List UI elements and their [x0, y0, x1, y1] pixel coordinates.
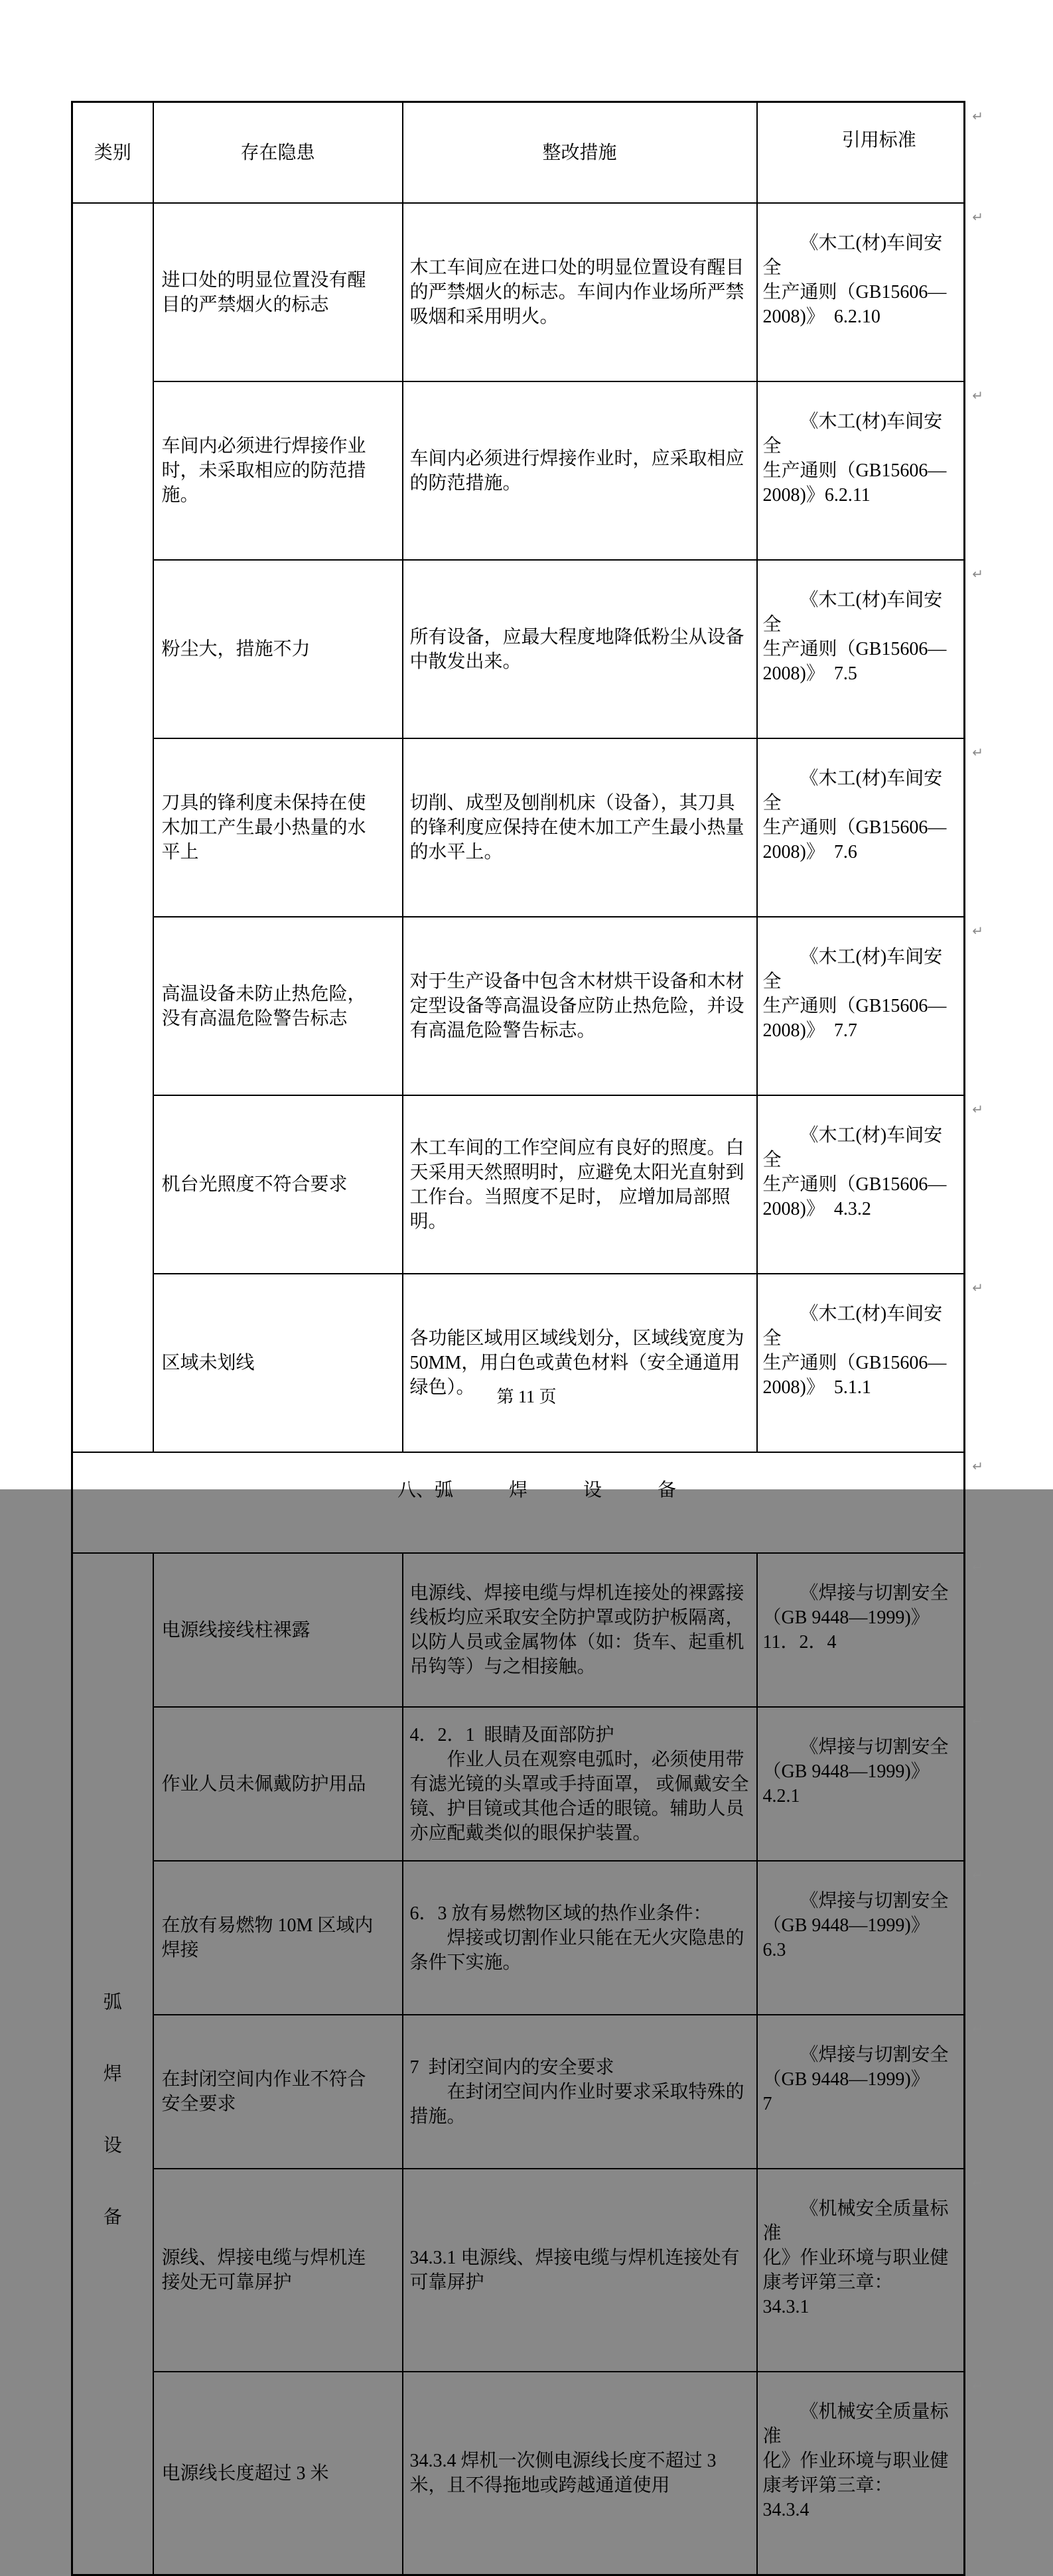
- standard-text: 《焊接与切割安全 （GB 9448—1999)》 11．2．4: [762, 1583, 949, 1653]
- header-measure-label: 整改措施: [542, 142, 617, 163]
- standard-cell: [757, 2015, 983, 2169]
- hazard-text: 高温设备未防止热危险，没有高温危险警告标志: [161, 983, 366, 1029]
- standard-text: 《机械安全质量标准 化》作业环境与职业健 康考评第三章： 34.3.4: [762, 2402, 949, 2520]
- measure-cell: [403, 203, 757, 381]
- hazard-cell: [153, 1274, 403, 1452]
- table-row: [72, 2169, 965, 2372]
- standard-cell: [757, 738, 983, 917]
- measure-cell: [403, 738, 757, 917]
- standard-cell: [757, 917, 983, 1095]
- header-hazard-label: 存在隐患: [240, 142, 315, 163]
- paragraph-mark-icon: ↵: [972, 209, 983, 225]
- hazard-cell: [153, 1095, 403, 1274]
- paragraph-mark-icon: ↵: [972, 1458, 983, 1474]
- header-measure: [403, 102, 757, 204]
- table-row: [72, 2372, 965, 2575]
- paragraph-mark-icon: ↵: [972, 1101, 983, 1117]
- hazard-text: 电源线接线柱裸露: [161, 1619, 311, 1641]
- measure-text: 6．3 放有易燃物区域的热作业条件： 焊接或切割作业只能在无火灾隐患的条件下实施。: [409, 1903, 744, 1973]
- hazard-cell: [153, 1707, 403, 1861]
- standard-cell: [757, 2372, 983, 2575]
- paragraph-mark-icon: ↵: [972, 566, 983, 582]
- measure-cell: [403, 2372, 757, 2575]
- table-row: [72, 1707, 965, 1861]
- table-row: [72, 1861, 965, 2015]
- hazard-text: 电源线长度超过 3 米: [161, 2463, 329, 2484]
- table-header-row: [72, 102, 965, 204]
- measure-text: 电源线、焊接电缆与焊机连接处的裸露接线板均应采取安全防护罩或防护板隔离，以防人员或金属物体（如：货车、起重机吊钩等）与之相接触。: [409, 1583, 744, 1677]
- paragraph-mark-icon: ↵: [972, 1559, 983, 1575]
- hazard-text: 粉尘大，措施不力: [161, 639, 311, 659]
- paragraph-mark-icon: ↵: [972, 2175, 983, 2191]
- paragraph-mark-icon: ↵: [972, 2021, 983, 2037]
- paragraph-mark-icon: ↵: [972, 2378, 983, 2394]
- measure-cell: [403, 1274, 757, 1452]
- measure-text: 34.3.1 电源线、焊接电缆与焊机连接处有可靠屏护: [409, 2248, 740, 2293]
- measure-cell: [403, 1095, 757, 1274]
- standard-text: 《木工(材)车间安全 生产通则（GB15606— 2008)》 7.5: [762, 590, 947, 684]
- measure-cell: [403, 2169, 757, 2372]
- hazard-cell: [153, 2015, 403, 2169]
- standard-text: 《木工(材)车间安全 生产通则（GB15606— 2008)》 5.1.1: [762, 1304, 947, 1398]
- measure-text: 各功能区域用区域线划分，区域线宽度为50MM，用白色或黄色材料（安全通道用绿色）。: [409, 1328, 744, 1398]
- section-header-row: [72, 1452, 965, 1553]
- category-char: 焊: [103, 2064, 122, 2084]
- table-row: [72, 1553, 965, 1707]
- paragraph-mark-icon: ↵: [972, 923, 983, 939]
- hazard-text: 在封闭空间内作业不符合安全要求: [161, 2069, 366, 2114]
- hazard-cell: [153, 1553, 403, 1707]
- standard-cell: [757, 1274, 983, 1452]
- standard-text: 《木工(材)车间安全 生产通则（GB15606— 2008)》 7.7: [762, 947, 947, 1041]
- standard-cell: [757, 381, 983, 560]
- header-hazard: [153, 102, 403, 204]
- category-cell: [72, 1553, 153, 2575]
- measure-cell: [403, 560, 757, 738]
- hazard-text: 作业人员未佩戴防护用品: [161, 1773, 366, 1795]
- hazard-cell: [153, 203, 403, 381]
- category-vertical-label: [74, 1901, 152, 2227]
- category-char: 弧: [103, 1992, 122, 2013]
- paragraph-mark-icon: ↵: [972, 744, 983, 760]
- table-row: [72, 1274, 965, 1452]
- paragraph-mark-icon: ↵: [972, 1280, 983, 1296]
- measure-text: 34.3.4 焊机一次侧电源线长度不超过 3 米，且不得拖地或跨越通道使用: [409, 2451, 721, 2496]
- measure-cell: [403, 1553, 757, 1707]
- measure-text: 木工车间的工作空间应有良好的照度。白天采用天然照明时，应避免太阳光直射到工作台。当照度不足时， 应增加局部照明。: [409, 1137, 744, 1232]
- hazard-cell: [153, 381, 403, 560]
- standard-cell: [757, 203, 983, 381]
- hazard-table: [71, 101, 983, 2576]
- standard-cell: [757, 560, 983, 738]
- measure-text: 切削、成型及刨削机床（设备），其刀具的锋利度应保持在使木加工产生最小热量的水平上。: [409, 793, 744, 862]
- standard-cell: [757, 1861, 983, 2015]
- hazard-text: 刀具的锋利度未保持在使木加工产生最小热量的水平上: [161, 793, 366, 862]
- category-cell: [72, 203, 153, 1452]
- standard-text: 《木工(材)车间安全 生产通则（GB15606— 2008)》 4.3.2: [762, 1125, 947, 1219]
- measure-cell: [403, 381, 757, 560]
- hazard-cell: [153, 2372, 403, 2575]
- page-footer: 第 11 页: [496, 1387, 557, 1406]
- standard-cell: [757, 1095, 983, 1274]
- hazard-text: 机台光照度不符合要求: [161, 1174, 348, 1195]
- hazard-text: 区域未划线: [161, 1353, 255, 1373]
- standard-text: 《木工(材)车间安全 生产通则（GB15606— 2008)》 6.2.10: [762, 233, 947, 327]
- measure-text: 4．2．1 眼睛及面部防护 作业人员在观察电弧时，必须使用带有滤光镜的头罩或手持面罩， 或佩戴安全镜、护目镜或其他合适的眼镜。辅助人员亦应配戴类似的眼保护装置。: [409, 1724, 749, 1844]
- hazard-cell: [153, 560, 403, 738]
- standard-text: 《焊接与切割安全 （GB 9448—1999)》 4.2.1: [762, 1737, 949, 1806]
- measure-cell: [403, 917, 757, 1095]
- hazard-cell: [153, 738, 403, 917]
- table-row: [72, 381, 965, 560]
- measure-text: 木工车间应在进口处的明显位置设有醒目的严禁烟火的标志。车间内作业场所严禁吸烟和采用明火。: [409, 257, 744, 327]
- table-row: [72, 560, 965, 738]
- hazard-text: 源线、焊接电缆与焊机连接处无可靠屏护: [161, 2248, 366, 2293]
- standard-cell: [757, 1553, 983, 1707]
- hazard-cell: [153, 1861, 403, 2015]
- paragraph-mark-icon: ↵: [972, 108, 983, 124]
- header-standard-label: 引用标准: [841, 130, 916, 151]
- standard-cell: [757, 1707, 983, 1861]
- standard-text: 《机械安全质量标准 化》作业环境与职业健 康考评第三章： 34.3.1: [762, 2199, 949, 2317]
- table-row: [72, 203, 965, 381]
- hazard-cell: [153, 917, 403, 1095]
- hazard-text: 在放有易燃物 10M 区域内焊接: [161, 1915, 374, 1960]
- standard-text: 《木工(材)车间安全 生产通则（GB15606— 2008)》 7.6: [762, 768, 947, 862]
- measure-text: 所有设备，应最大程度地降低粉尘从设备中散发出来。: [409, 626, 744, 672]
- table-row: [72, 738, 965, 917]
- section-title-cell: [72, 1452, 983, 1553]
- header-category-label: 类别: [94, 142, 131, 163]
- category-char: 设: [103, 2135, 122, 2156]
- paragraph-mark-icon: ↵: [972, 387, 983, 403]
- measure-cell: [403, 1861, 757, 2015]
- table-row: [72, 917, 965, 1095]
- table-row: [72, 2015, 965, 2169]
- header-category: [72, 102, 153, 204]
- table-row: [72, 1095, 965, 1274]
- paragraph-mark-icon: ↵: [972, 1713, 983, 1729]
- hazard-text: 进口处的明显位置没有醒目的严禁烟火的标志: [161, 269, 366, 315]
- measure-text: 7 封闭空间内的安全要求 在封闭空间内作业时要求采取特殊的措施。: [409, 2057, 744, 2127]
- standard-cell: [757, 2169, 983, 2372]
- measure-cell: [403, 1707, 757, 1861]
- paragraph-mark-icon: ↵: [972, 1867, 983, 1883]
- measure-text: 车间内必须进行焊接作业时，应采取相应的防范措施。: [409, 448, 744, 494]
- header-standard: [757, 102, 983, 204]
- hazard-text: 车间内必须进行焊接作业时，未采取相应的防范措施。: [161, 436, 366, 506]
- hazard-cell: [153, 2169, 403, 2372]
- standard-text: 《焊接与切割安全 （GB 9448—1999)》 7: [762, 2045, 949, 2114]
- measure-text: 对于生产设备中包含木材烘干设备和木材定型设备等高温设备应防止热危险，并设有高温危险警告标志。: [409, 971, 744, 1041]
- standard-text: 《焊接与切割安全 （GB 9448—1999)》 6.3: [762, 1891, 949, 1960]
- section-title: 八、弧 焊 设 备: [397, 1480, 676, 1501]
- standard-text: 《木工(材)车间安全 生产通则（GB15606— 2008)》6.2.11: [762, 411, 947, 506]
- category-char: 备: [103, 2207, 122, 2228]
- measure-cell: [403, 2015, 757, 2169]
